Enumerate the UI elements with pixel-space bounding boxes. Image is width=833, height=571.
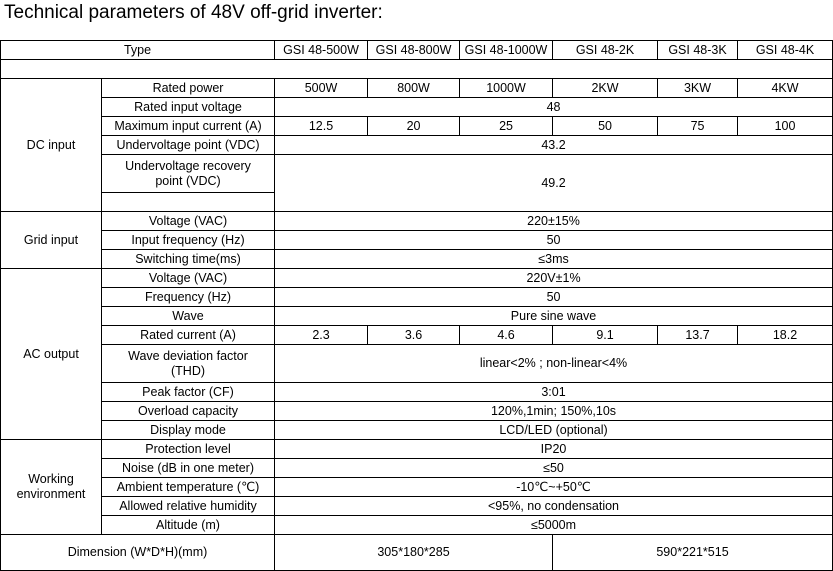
model-header: GSI 48-2K: [553, 41, 658, 60]
cell-value: 75: [658, 117, 738, 136]
model-header: GSI 48-1000W: [460, 41, 553, 60]
cell-value: 500W: [275, 79, 368, 98]
table-row: [1, 79, 833, 98]
row-label: Display mode: [102, 421, 275, 440]
model-header: GSI 48-500W: [275, 41, 368, 60]
cell-value: 3KW: [658, 79, 738, 98]
table-row: [1, 383, 833, 402]
table-row: [1, 307, 833, 326]
spec-table: [0, 40, 833, 571]
group-label-line: environment: [16, 487, 86, 501]
group-label-line: Working: [28, 472, 74, 486]
cell-value: 49.2: [275, 155, 833, 212]
table-row: [1, 288, 833, 307]
row-label: Rated current (A): [102, 326, 275, 345]
table-row: [1, 231, 833, 250]
table-row: [1, 440, 833, 459]
row-label: Voltage (VAC): [102, 269, 275, 288]
table-row: [1, 478, 833, 497]
table-row: [1, 269, 833, 288]
row-label: [102, 155, 275, 193]
row-label: Altitude (m): [102, 516, 275, 535]
row-label-line: Wave deviation factor: [128, 348, 248, 363]
model-header: GSI 48-3K: [658, 41, 738, 60]
cell-value: 4.6: [460, 326, 553, 345]
cell-value: 20: [368, 117, 460, 136]
row-label-line: (THD): [171, 363, 206, 378]
row-label: Voltage (VAC): [102, 212, 275, 231]
row-label: Protection level: [102, 440, 275, 459]
group-grid-input: Grid input: [1, 212, 102, 269]
row-label: Rated power: [102, 79, 275, 98]
cell-value: 50: [553, 117, 658, 136]
cell-value: 800W: [368, 79, 460, 98]
cell-value: 220±15%: [275, 212, 833, 231]
cell-value: 100: [738, 117, 833, 136]
row-label: Rated input voltage: [102, 98, 275, 117]
table-header-row: [1, 41, 833, 60]
cell-value: 25: [460, 117, 553, 136]
page-title: Technical parameters of 48V off-grid inverter:: [4, 2, 383, 23]
model-header: GSI 48-4K: [738, 41, 833, 60]
table-row: [1, 516, 833, 535]
row-label: Wave: [102, 307, 275, 326]
table-row: [1, 155, 833, 193]
dimension-label: Dimension (W*D*H)(mm): [1, 535, 275, 571]
row-label: Noise (dB in one meter): [102, 459, 275, 478]
table-row: [1, 250, 833, 269]
cell-value: linear<2% ; non-linear<4%: [275, 345, 833, 383]
cell-value: 590*221*515: [553, 535, 833, 571]
row-label-line: Undervoltage recovery: [125, 158, 251, 173]
cell-value: 1000W: [460, 79, 553, 98]
cell-value: 3.6: [368, 326, 460, 345]
table-row: [1, 326, 833, 345]
table-row: [1, 212, 833, 231]
group-working-environment: [1, 440, 102, 535]
table-row: [1, 136, 833, 155]
table-row: [1, 497, 833, 516]
table-row: [1, 402, 833, 421]
cell-value: 50: [275, 288, 833, 307]
table-row: [1, 98, 833, 117]
cell-value: 3:01: [275, 383, 833, 402]
row-label: Switching time(ms): [102, 250, 275, 269]
table-row: [1, 421, 833, 440]
cell-value: 13.7: [658, 326, 738, 345]
cell-value: 48: [275, 98, 833, 117]
row-label: Maximum input current (A): [102, 117, 275, 136]
table-row: [1, 459, 833, 478]
cell-value: <95%, no condensation: [275, 497, 833, 516]
cell-value: -10℃~+50℃: [275, 478, 833, 497]
cell-value: ≤3ms: [275, 250, 833, 269]
row-label: [102, 345, 275, 383]
row-label: Overload capacity: [102, 402, 275, 421]
table-row: [1, 345, 833, 383]
row-label: Ambient temperature (℃): [102, 478, 275, 497]
cell-value: 220V±1%: [275, 269, 833, 288]
cell-value: 9.1: [553, 326, 658, 345]
cell-value: ≤5000m: [275, 516, 833, 535]
table-row: [1, 117, 833, 136]
cell-value: Pure sine wave: [275, 307, 833, 326]
group-ac-output: AC output: [1, 269, 102, 440]
cell-value: 43.2: [275, 136, 833, 155]
cell-value: 50: [275, 231, 833, 250]
row-label-line: point (VDC): [155, 173, 221, 188]
cell-value: 2KW: [553, 79, 658, 98]
cell-value: IP20: [275, 440, 833, 459]
group-dc-input: DC input: [1, 79, 102, 212]
row-label: Peak factor (CF): [102, 383, 275, 402]
row-label: Frequency (Hz): [102, 288, 275, 307]
cell-value: 4KW: [738, 79, 833, 98]
row-label: Undervoltage point (VDC): [102, 136, 275, 155]
table-row: [1, 535, 833, 571]
cell-value: LCD/LED (optional): [275, 421, 833, 440]
type-header: Type: [1, 41, 275, 60]
cell-value: 12.5: [275, 117, 368, 136]
row-label: Input frequency (Hz): [102, 231, 275, 250]
model-header: GSI 48-800W: [368, 41, 460, 60]
cell-value: 2.3: [275, 326, 368, 345]
cell-value: 120%,1min; 150%,10s: [275, 402, 833, 421]
cell-value: 18.2: [738, 326, 833, 345]
cell-value: 305*180*285: [275, 535, 553, 571]
row-label: Allowed relative humidity: [102, 497, 275, 516]
cell-value: ≤50: [275, 459, 833, 478]
